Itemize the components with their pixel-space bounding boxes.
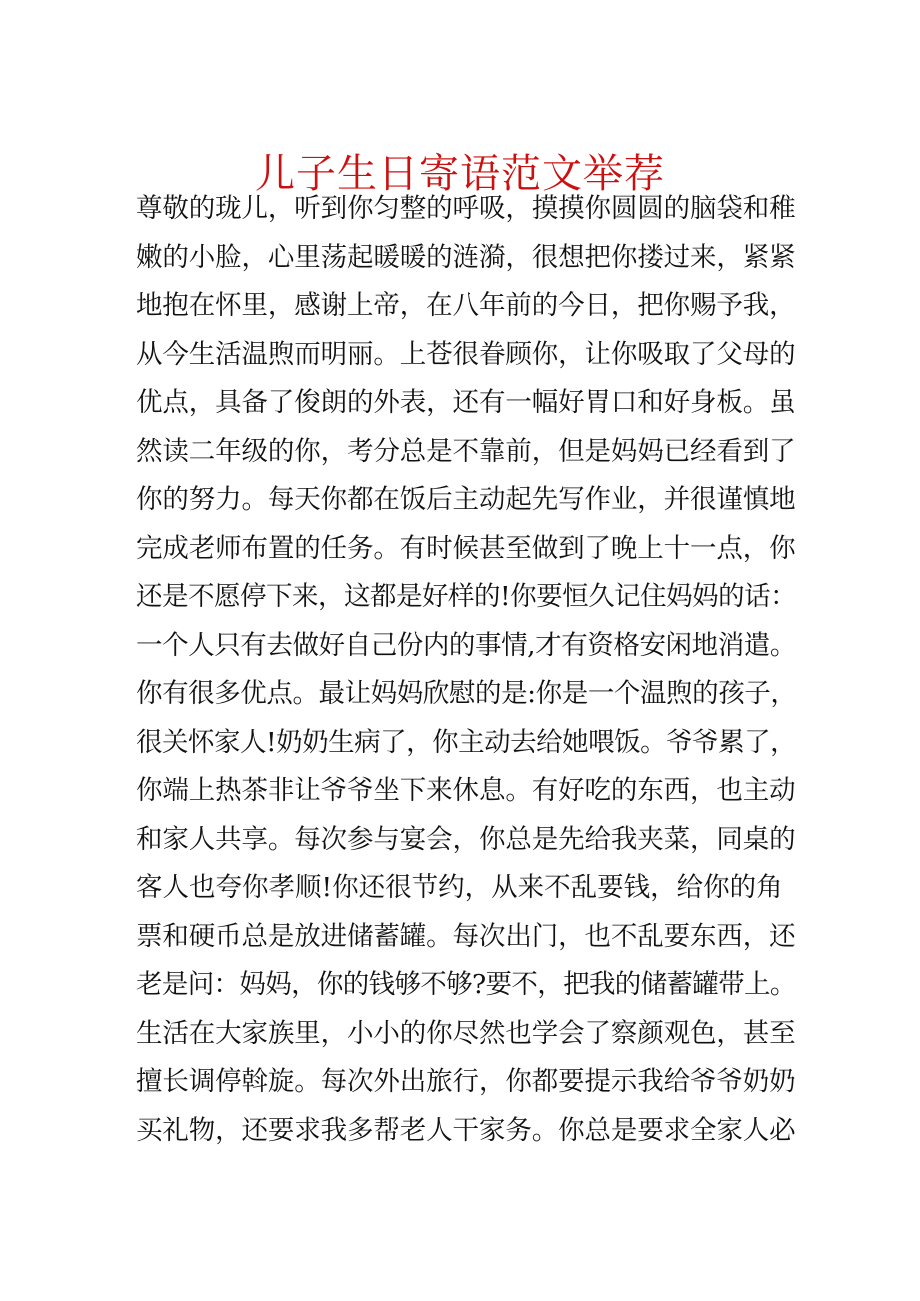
- text-line: 你有很多优点。最让妈妈欣慰的是:你是一个温煦的孩子，: [136, 678, 797, 709]
- text-line: 完成老师布置的任务。有时候甚至做到了晚上十一点，你: [136, 532, 796, 564]
- text-line: 客人也夸你孝顺!你还很节约，从来不乱要钱，给你的角: [136, 872, 783, 903]
- text-line: 擅长调停斡旋。每次外出旅行，你都要提示我给爷爷奶奶: [136, 1066, 796, 1097]
- text-line: 很关怀家人!奶奶生病了，你主动去给她喂饭。爷爷累了，: [136, 726, 797, 758]
- document-body: [136, 185, 796, 1155]
- text-line: 老是问：妈妈，你的钱够不够?要不，把我的储蓄罐带上。: [136, 969, 796, 1000]
- text-line: 和家人共享。每次参与宴会，你总是先给我夹菜，同桌的: [136, 823, 796, 855]
- text-line: 然读二年级的你，考分总是不靠前，但是妈妈已经看到了: [136, 435, 796, 467]
- text-line: 你的努力。每天你都在饭后主动起先写作业，并很谨慎地: [136, 484, 796, 515]
- text-line: 还是不愿停下来，这都是好样的!你要恒久记住妈妈的话：: [136, 581, 797, 612]
- text-line: 优点，具备了俊朗的外表，还有一幅好胃口和好身板。虽: [136, 387, 796, 418]
- text-line: 一个人只有去做好自己份内的事情,才有资格安闲地消遣。: [136, 629, 796, 661]
- text-line: 买礼物，还要求我多帮老人干家务。你总是要求全家人必: [136, 1114, 796, 1146]
- text-line: 票和硬币总是放进储蓄罐。每次出门，也不乱要东西，还: [136, 920, 796, 952]
- text-line: 尊敬的珑儿，听到你匀整的呼吸，摸摸你圆圆的脑袋和稚: [136, 193, 796, 224]
- text-line: 生活在大家族里，小小的你尽然也学会了察颜观色，甚至: [136, 1017, 796, 1049]
- text-line: 从今生活温煦而明丽。上苍很眷顾你，让你吸取了父母的: [136, 338, 796, 370]
- text-line: 嫩的小脸，心里荡起暖暖的涟漪，很想把你搂过来，紧紧: [136, 241, 796, 273]
- text-line: 地抱在怀里，感谢上帝，在八年前的今日，把你赐予我，: [136, 290, 796, 321]
- text-line: 你端上热茶非让爷爷坐下来休息。有好吃的东西，也主动: [136, 775, 796, 806]
- document-title: 儿子生日寄语范文举荐: [255, 151, 665, 197]
